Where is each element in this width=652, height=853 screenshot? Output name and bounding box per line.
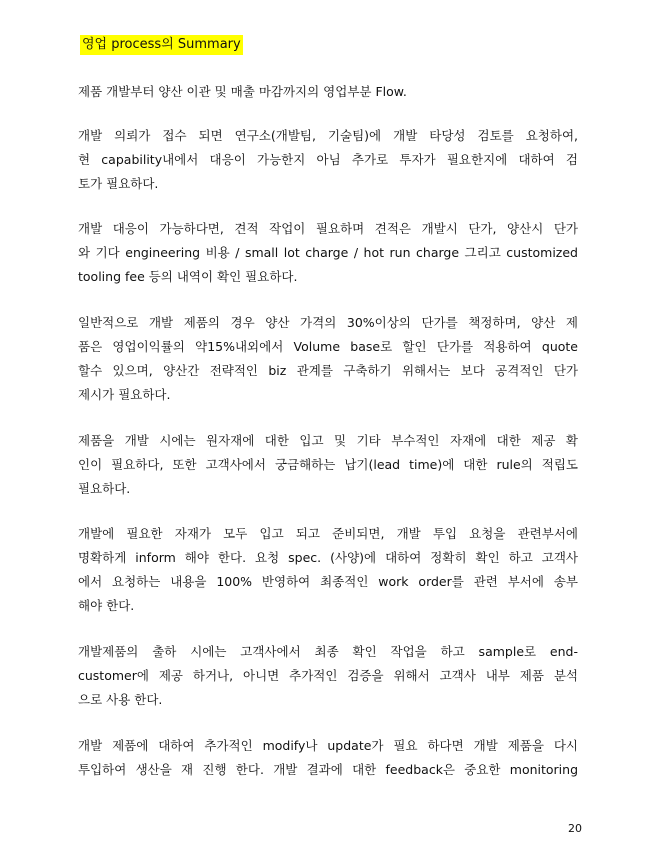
- text-line: 투입하여 생산을 재 진행 한다. 개발 결과에 대한 feedback은 중요한 monitoring: [78, 762, 578, 777]
- text-line: 품은 영업이익률의 약15%내외에서 Volume base로 할인 단가를 적용하여 quote: [78, 339, 578, 354]
- page-number: 20: [568, 822, 582, 835]
- text-line: 개발에 필요한 자재가 모두 입고 되고 준비되면, 개발 투입 요청을 관련부서에: [78, 526, 578, 541]
- text-line: 해야 한다.: [78, 598, 135, 613]
- text-line: 에서 요청하는 내용을 100% 반영하여 최종적인 work order를 관련 부서에 송부: [78, 574, 578, 589]
- text-line: 제품을 개발 시에는 원자재에 대한 입고 및 기타 부수적인 자재에 대한 제공 확: [78, 433, 578, 448]
- text-line: 토가 필요하다.: [78, 176, 159, 191]
- text-line: 인이 필요하다, 또한 고객사에서 궁금해하는 납기(lead time)에 대한 rule의 적립도: [78, 457, 578, 472]
- text-line: 개발 의뢰가 접수 되면 연구소(개발팀, 기술팀)에 개발 타당성 검토를 요청하여,: [78, 128, 578, 143]
- section-title: 영업 process의 Summary: [80, 35, 243, 55]
- text-line: 제품 개발부터 양산 이관 및 매출 마감까지의 영업부분 Flow.: [78, 84, 407, 99]
- text-line: 개발제품의 출하 시에는 고객사에서 최종 확인 작업을 하고 sample로 end-: [78, 644, 578, 659]
- text-line: tooling fee 등의 내역이 확인 필요하다.: [78, 269, 298, 284]
- text-line: 으로 사용 한다.: [78, 692, 163, 707]
- text-line: 현 capability내에서 대응이 가능한지 아님 추가로 투자가 필요한지에 대하여 검: [78, 152, 578, 167]
- text-line: 개발 제품에 대하여 추가적인 modify나 update가 필요 하다면 개발 제품을 다시: [78, 738, 578, 753]
- text-line: 와 기다 engineering 비용 / small lot charge / hot run charge 그리고 customized: [78, 245, 578, 260]
- text-line: 필요하다.: [78, 481, 131, 496]
- text-line: 개발 대응이 가능하다면, 견적 작업이 필요하며 견적은 개발시 단가, 양산시 단가: [78, 221, 578, 236]
- text-line: 일반적으로 개발 제품의 경우 양산 가격의 30%이상의 단가를 책정하며, 양산 제: [78, 315, 578, 330]
- text-line: customer에 제공 하거나, 아니면 추가적인 검증을 위해서 고객사 내부 제품 분석: [78, 668, 578, 683]
- text-line: 명확하게 inform 해야 한다. 요청 spec. (사양)에 대하여 정확히 확인 하고 고객사: [78, 550, 578, 565]
- text-line: 제시가 필요하다.: [78, 387, 171, 402]
- text-line: 할수 있으며, 양산간 전략적인 biz 관계를 구축하기 위해서는 보다 공격적인 단가: [78, 363, 578, 378]
